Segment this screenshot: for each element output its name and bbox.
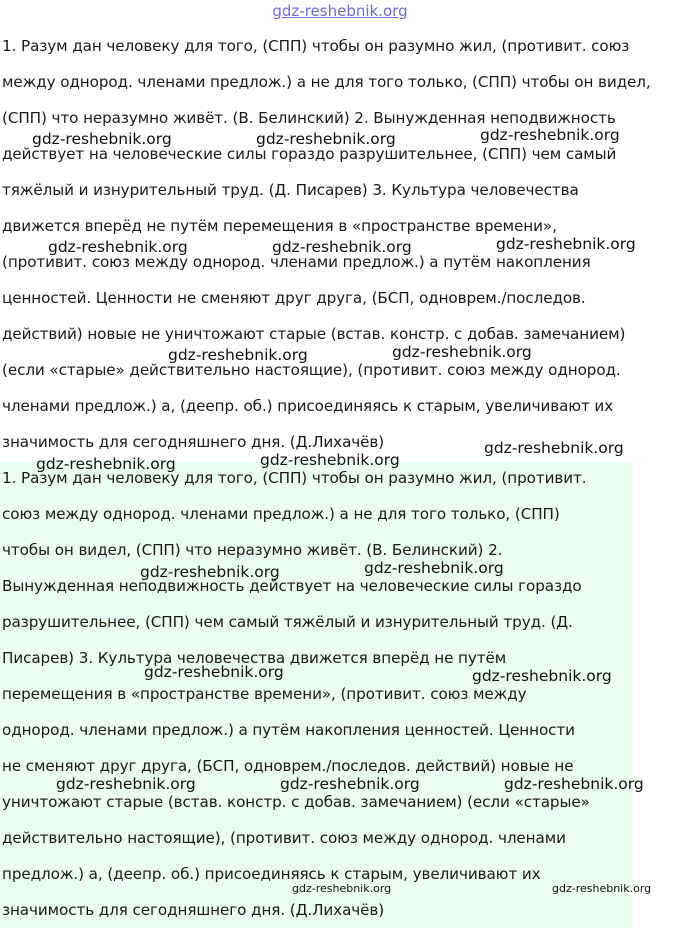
text-line: однород. членами предлож.) а путём накопления ценностей. Ценности [2, 721, 575, 739]
text-line: уничтожают старые (встав. констр. с добав. замечанием) (если «старые» [2, 793, 590, 811]
watermark: gdz-reshebnik.org [260, 451, 400, 469]
text-line: чтобы он видел, (СПП) что неразумно живёт. (В. Белинский) 2. [2, 541, 503, 559]
text-line: разрушительнее, (СПП) чем самый тяжёлый и изнурительный труд. (Д. [2, 613, 573, 631]
watermark: gdz-reshebnik.org [364, 559, 504, 577]
watermark: gdz-reshebnik.org [32, 130, 172, 148]
watermark: gdz-reshebnik.org [292, 882, 392, 895]
text-line: между однород. членами предлож.) а не для того только, (СПП) чтобы он видел, [2, 73, 651, 91]
watermark: gdz-reshebnik.org [280, 775, 420, 793]
text-line: тяжёлый и изнурительный труд. (Д. Писарев) 3. Культура человечества [2, 181, 579, 199]
text-line: предлож.) а, (деепр. об.) присоединяясь к старым, увеличивают их [2, 865, 541, 883]
watermark: gdz-reshebnik.org [480, 126, 620, 144]
watermark: gdz-reshebnik.org [48, 238, 188, 256]
text-line: союз между однород. членами предлож.) а не для того только, (СПП) [2, 505, 560, 523]
watermark: gdz-reshebnik.org [36, 455, 176, 473]
watermark: gdz-reshebnik.org [484, 439, 624, 457]
text-line: членами предлож.) а, (деепр. об.) присоединяясь к старым, увеличивают их [2, 397, 614, 415]
answer-text-block-highlighted [0, 462, 632, 928]
watermark: gdz-reshebnik.org [504, 775, 644, 793]
watermark: gdz-reshebnik.org [496, 235, 636, 253]
text-line: (если «старые» действительно настоящие), (противит. союз между однород. [2, 361, 621, 379]
watermark: gdz-reshebnik.org [256, 130, 396, 148]
text-line: движется вперёд не путём перемещения в «пространстве времени», [2, 217, 557, 235]
text-line: не сменяют друг друга, (БСП, одноврем./последов. действий) новые не [2, 757, 574, 775]
text-line: Писарев) 3. Культура человечества движется вперёд не путём [2, 649, 507, 667]
text-line: 1. Разум дан человеку для того, (СПП) чтобы он разумно жил, (противит. союз [2, 37, 630, 55]
text-line: Вынужденная неподвижность действует на человеческие силы гораздо [2, 577, 582, 595]
text-line: действует на человеческие силы гораздо разрушительнее, (СПП) чем самый [2, 145, 617, 163]
watermark: gdz-reshebnik.org [552, 882, 652, 895]
watermark: gdz-reshebnik.org [392, 343, 532, 361]
header-watermark-link[interactable]: gdz-reshebnik.org [272, 2, 408, 20]
text-line: (СПП) что неразумно живёт. (В. Белинский) 2. Вынужденная неподвижность [2, 109, 616, 127]
watermark: gdz-reshebnik.org [472, 667, 612, 685]
watermark: gdz-reshebnik.org [168, 346, 308, 364]
text-line: перемещения в «пространстве времени», (противит. союз между [2, 685, 527, 703]
watermark: gdz-reshebnik.org [272, 238, 412, 256]
text-line: значимость для сегодняшнего дня. (Д.Лихачёв) [2, 901, 385, 919]
text-line: ценностей. Ценности не сменяют друг друга, (БСП, одноврем./последов. [2, 289, 586, 307]
text-line: 1. Разум дан человеку для того, (СПП) чтобы он разумно жил, (противит. [2, 469, 587, 487]
watermark: gdz-reshebnik.org [144, 663, 284, 681]
text-line: значимость для сегодняшнего дня. (Д.Лихачёв) [2, 433, 385, 451]
text-line: действий) новые не уничтожают старые (встав. констр. с добав. замечанием) [2, 325, 626, 343]
text-line: (противит. союз между однород. членами предлож.) а путём накопления [2, 253, 591, 271]
watermark: gdz-reshebnik.org [140, 563, 280, 581]
text-line: действительно настоящие), (противит. союз между однород. членами [2, 829, 566, 847]
watermark: gdz-reshebnik.org [56, 775, 196, 793]
